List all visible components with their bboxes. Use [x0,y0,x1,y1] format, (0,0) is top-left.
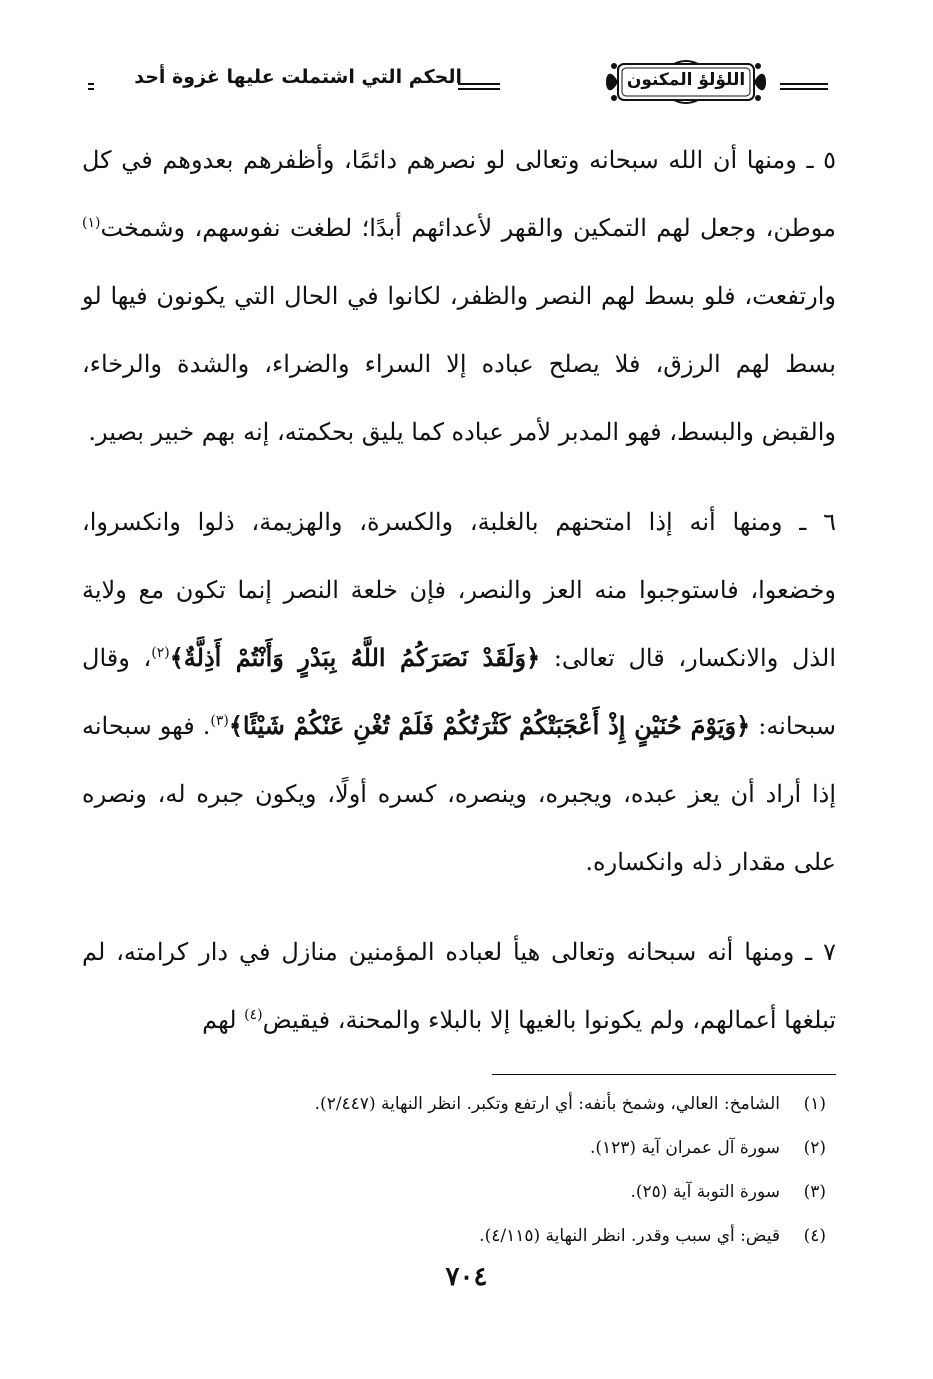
footnotes [82,1082,826,1258]
quran-quote: ﴿وَيَوْمَ حُنَيْنٍ إِذْ أَعْجَبَتْكُمْ كَثْرَتُكُمْ فَلَمْ تُغْنِ عَنْكُمْ شَيْئًا﴾ [228,711,751,740]
paragraph-text: لهم [202,1006,245,1034]
footnote-text: سورة آل عمران آية (١٢٣). [589,1138,780,1158]
paragraph-text: وارتفعت، فلو بسط لهم النصر والظفر، لكانوا في الحال التي يكونون فيها لو بسط لهم الرزق، فلا يصلح عباده إلا السراء والضراء، والشدة والرخاء، والقبض والبسط، فهو المدبر لأمر عباده كما يليق بحكمته، إنه بهم خبير بصير. [82,282,836,446]
page-number: ٧٠٤ [445,1262,488,1292]
footnote-ref: (٢) [151,645,170,661]
main-text [82,126,836,1054]
footnote-item [82,1214,826,1258]
book-title-badge [604,58,768,106]
footnote-ref: (٣) [210,713,229,729]
footnote-number: (١) [803,1094,826,1114]
paragraph-6 [82,488,836,896]
footnote-ref: (١) [82,215,101,231]
paragraph-text: ٦ ـ ومنها أنه إذا امتحنهم بالغلبة، والكسرة، والهزيمة، ذلوا وانكسروا، وخضعوا، فاستوجبوا منه العز والنصر، فإن خلعة النصر إنما تكون مع ولاية الذل والانكسار، قال تعالى: [82,508,836,672]
header-rule-right [780,83,828,90]
footnote-text: الشامخ: العالي، وشمخ بأنفه: أي ارتفع وتكبر. انظر النهاية (٢/٤٤٧). [314,1094,780,1114]
footnote-number: (٣) [803,1182,826,1202]
footnote-item [82,1170,826,1214]
paragraph-text: . فهو سبحانه إذا أراد أن يعز عبده، ويجبره، وينصره، كسره أولًا، ويكون جبره له، ونصره على مقدار ذله وانكساره. [82,712,836,876]
paragraph-7 [82,918,836,1054]
footnote-number: (٢) [803,1138,826,1158]
footnote-divider [492,1074,836,1075]
quran-quote: ﴿وَلَقَدْ نَصَرَكُمُ اللَّهُ بِبَدْرٍ وَأَنْتُمْ أَذِلَّةٌ﴾ [169,643,541,672]
paragraph-text: ٧ ـ ومنها أنه سبحانه وتعالى هيأ لعباده المؤمنين منازل في دار كرامته، لم تبلغها أعمالهم، ولم يكونوا بالغيها إلا بالبلاء والمحنة، فيقيض [82,938,836,1034]
paragraph-text: ، وقال سبحانه: [82,644,837,740]
footnote-number: (٤) [803,1226,826,1246]
footnote-item [82,1082,826,1126]
paragraph-5 [82,126,836,466]
footnote-ref: (٤) [244,1007,263,1023]
paragraph-text: ٥ ـ ومنها أن الله سبحانه وتعالى لو نصرهم دائمًا، وأظفرهم بعدوهم في كل موطن، وجعل لهم التمكين والقهر لأعدائهم أبدًا؛ لطغت نفوسهم، وشمخت [82,146,836,242]
footnote-text: سورة التوبة آية (٢٥). [630,1182,780,1202]
chapter-title: الحكم التي اشتملت عليها غزوة أحد [134,66,462,88]
book-title: اللؤلؤ المكنون [626,70,746,90]
header-rule-middle [458,83,500,90]
footnote-item [82,1126,826,1170]
running-header [88,52,828,118]
footnote-text: قيض: أي سبب وقدر. انظر النهاية (٤/١١٥). [479,1226,780,1246]
